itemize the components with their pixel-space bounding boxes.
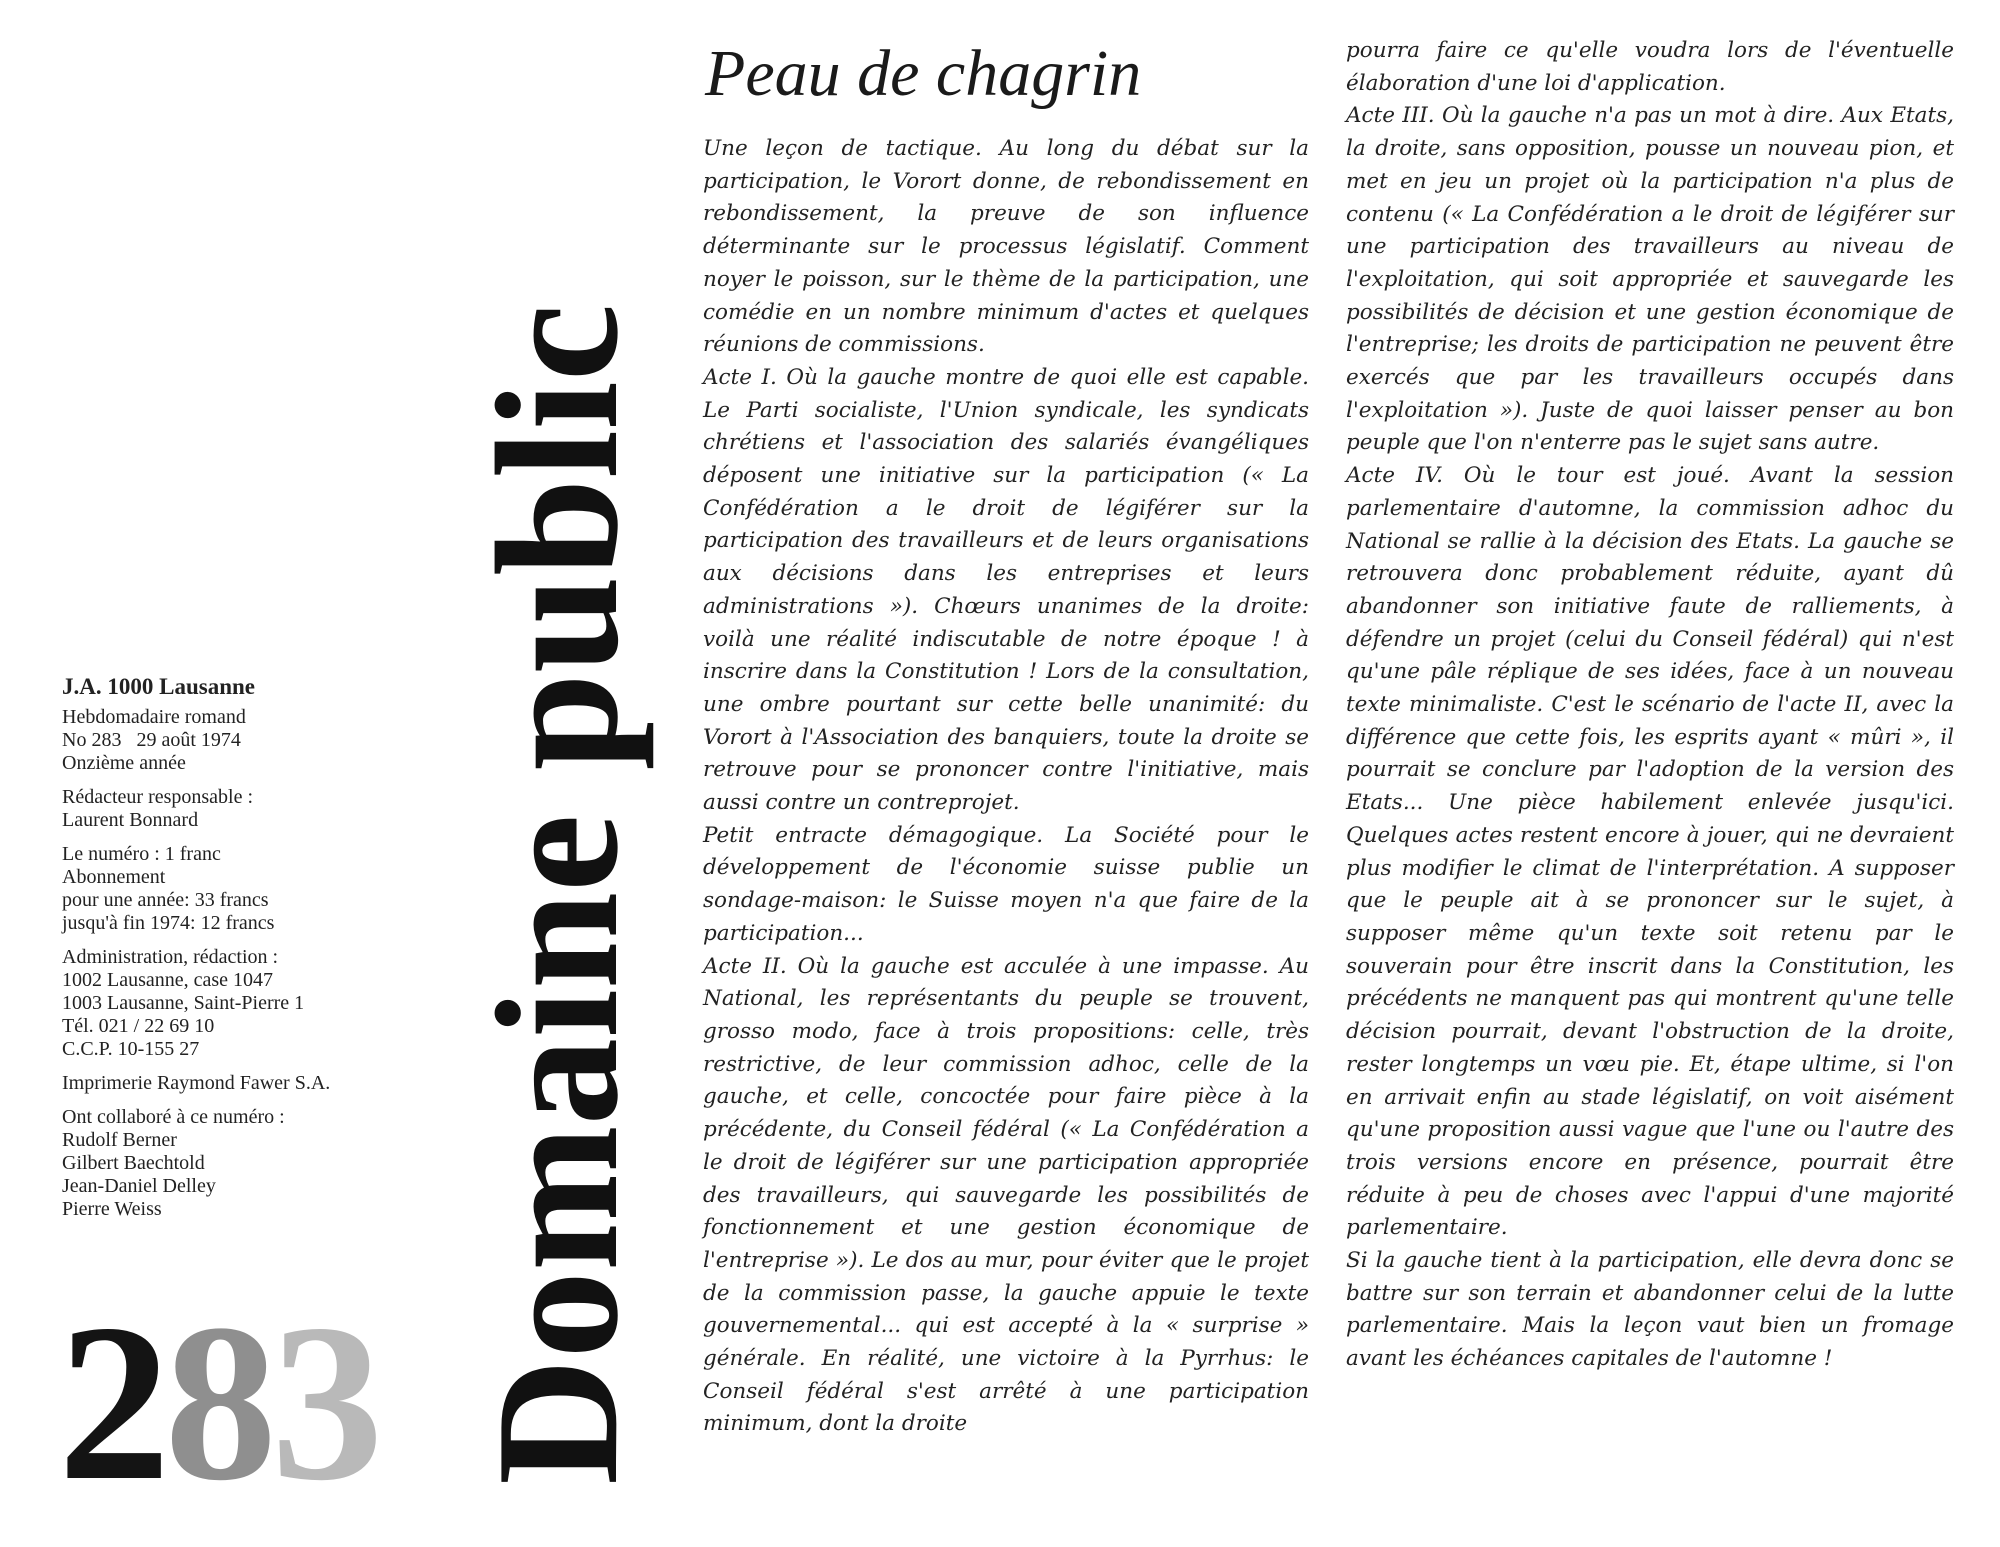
issue-digit: 8 <box>164 1277 271 1527</box>
masthead-block-contributors <box>62 1106 442 1221</box>
article-paragraph: Petit entracte démagogique. La Société pour le développement de l'économie suisse publie un sondage-maison: le Suisse moyen n'a que faire de la participation... <box>703 822 1309 946</box>
masthead-line: Tél. 021 / 22 69 10 <box>62 1015 215 1037</box>
article-paragraph: Une leçon de tactique. Au long du débat sur la participation, le Vorort donne, de rebondissement en rebondissement, la preuve de son influence déterminante sur le processus législatif. Comment noyer le poisson, sur le thème de la participation, une comédie en un nombre minimum d'actes et quelques réunions de commissions. <box>703 136 1309 358</box>
masthead-line: Le numéro : 1 franc <box>62 843 221 865</box>
masthead-line: 1002 Lausanne, case 1047 <box>62 969 274 991</box>
article-paragraph: Acte I. Où la gauche montre de quoi elle est capable. Le Parti socialiste, l'Union syndicale, les syndicats chrétiens et l'association des salariés évangéliques déposent une initiative sur la participation (« La Confédération a le droit de légiférer sur la participation des travailleurs et de leurs organisations aux décisions dans les entreprises et leurs administrations »). Chœurs unanimes de la droite: voilà une réalité indiscutable de notre époque ! à inscrire dans la Constitution ! Lors de la consultation, une ombre pourtant sur cette belle unanimité: du Vorort à l'Association des banquiers, toute la droite se retrouve pour se prononcer contre l'initiative, mais aussi contre un contreprojet. <box>703 364 1309 816</box>
article-paragraph: Acte IV. Où le tour est joué. Avant la session parlementaire d'automne, la commission adhoc du National se rallie à la décision des Etats. La gauche se retrouvera donc probablement réduite, ayant dû abandonner son initiative faute de ralliements, à défendre un projet (celui du Conseil fédéral) qui n'est qu'une pâle réplique de ses idées, face à un nouveau texte minimaliste. C'est le scénario de l'acte II, avec la différence que cette fois, les esprits ayant « mûri », il pourrait se conclure par l'adoption de la version des Etats... Une pièce habilement enlevée jusqu'ici. Quelques actes restent encore à jouer, qui ne devraient plus modifier le climat de l'interprétation. A supposer que le peuple ait à se prononcer sur le sujet, à supposer même qu'un texte soit retenu par le souverain pour être inscrit dans la Constitution, les précédents ne manquent pas qui montrent qu'une telle décision pourrait, devant l'obstruction de la droite, rester longtemps un vœu pie. Et, étape ultime, si l'on en arrivait enfin au stade législatif, on voit aisément qu'une proposition aussi vague que l'une ou l'autre des trois versions encore en présence, pourrait être réduite à peu de choses avec l'appui d'une majorité parlementaire. <box>1346 463 1954 1241</box>
masthead-line: Rédacteur responsable : <box>62 786 254 808</box>
article-paragraph: pourra faire ce qu'elle voudra lors de l'éventuelle élaboration d'une loi d'application. <box>1346 38 1954 96</box>
masthead-block-printer <box>62 1072 442 1095</box>
issue-digit: 2 <box>58 1277 165 1527</box>
masthead-block-issue <box>62 706 442 775</box>
masthead-line: 1003 Lausanne, Saint-Pierre 1 <box>62 992 305 1014</box>
publication-title: Domaine public <box>460 303 654 1485</box>
article-column-2 <box>1346 35 1954 1376</box>
article-column-1 <box>703 133 1309 1441</box>
masthead-line: C.C.P. 10-155 27 <box>62 1038 200 1060</box>
masthead-line: Rudolf Berner <box>62 1129 177 1151</box>
masthead-line: Laurent Bonnard <box>62 809 199 831</box>
issue-number-large <box>58 1277 378 1527</box>
article-paragraph: Acte III. Où la gauche n'a pas un mot à dire. Aux Etats, la droite, sans opposition, pousse un nouveau pion, et met en jeu un projet où la participation n'a plus de contenu (« La Confédération a le droit de légiférer sur une participation des travailleurs au niveau de l'exploitation, qui soit appropriée et sauvegarde les possibilités de décision et une gestion économique de l'entreprise; les droits de participation ne peuvent être exercés que par les travailleurs occupés dans l'exploitation »). Juste de quoi laisser penser au bon peuple que l'on n'enterre pas le sujet sans autre. <box>1346 103 1954 456</box>
masthead-line: No 283 29 août 1974 <box>62 729 241 751</box>
article-title: Peau de chagrin <box>705 37 1142 110</box>
masthead-block-editor <box>62 786 442 832</box>
masthead-block-price <box>62 843 442 935</box>
issue-digit: 3 <box>271 1277 378 1527</box>
masthead-line: pour une année: 33 francs <box>62 889 269 911</box>
masthead-info <box>62 675 442 1232</box>
article-paragraph: Acte II. Où la gauche est acculée à une impasse. Au National, les représentants du peuple se trouvent, grosso modo, face à trois propositions: celle, très restrictive, de leur commission adhoc, celle de la gauche, et celle, concoctée pour faire pièce à la précédente, du Conseil fédéral (« La Confédération a le droit de légiférer sur une participation appropriée des travailleurs, qui sauvegarde les possibilités de fonctionnement et une gestion économique de l'entreprise »). Le dos au mur, pour éviter que le projet de la commission passe, la gauche appuie le texte gouvernemental... qui est accepté à la « surprise » générale. En réalité, une victoire à la Pyrrhus: le Conseil fédéral s'est arrêté à une participation minimum, dont la droite <box>703 953 1309 1437</box>
masthead-block-address <box>62 946 442 1061</box>
masthead-ja: J.A. 1000 Lausanne <box>62 674 255 699</box>
masthead-line: Hebdomadaire romand <box>62 706 246 728</box>
masthead-line: Administration, rédaction : <box>62 946 279 968</box>
masthead-line: Onzième année <box>62 752 186 774</box>
masthead-line: Ont collaboré à ce numéro : <box>62 1106 285 1128</box>
article-paragraph: Si la gauche tient à la participation, elle devra donc se battre sur son terrain et abandonner celui de la lutte parlementaire. Mais la leçon vaut bien un fromage avant les échéances capitales de l'automne ! <box>1346 1248 1954 1372</box>
masthead-line: Gilbert Baechtold <box>62 1152 205 1174</box>
masthead-line: Abonnement <box>62 866 166 888</box>
masthead-line: jusqu'à fin 1974: 12 francs <box>62 912 275 934</box>
masthead-line: Pierre Weiss <box>62 1198 162 1220</box>
masthead-line: Jean-Daniel Delley <box>62 1175 216 1197</box>
masthead-line: Imprimerie Raymond Fawer S.A. <box>62 1072 331 1094</box>
